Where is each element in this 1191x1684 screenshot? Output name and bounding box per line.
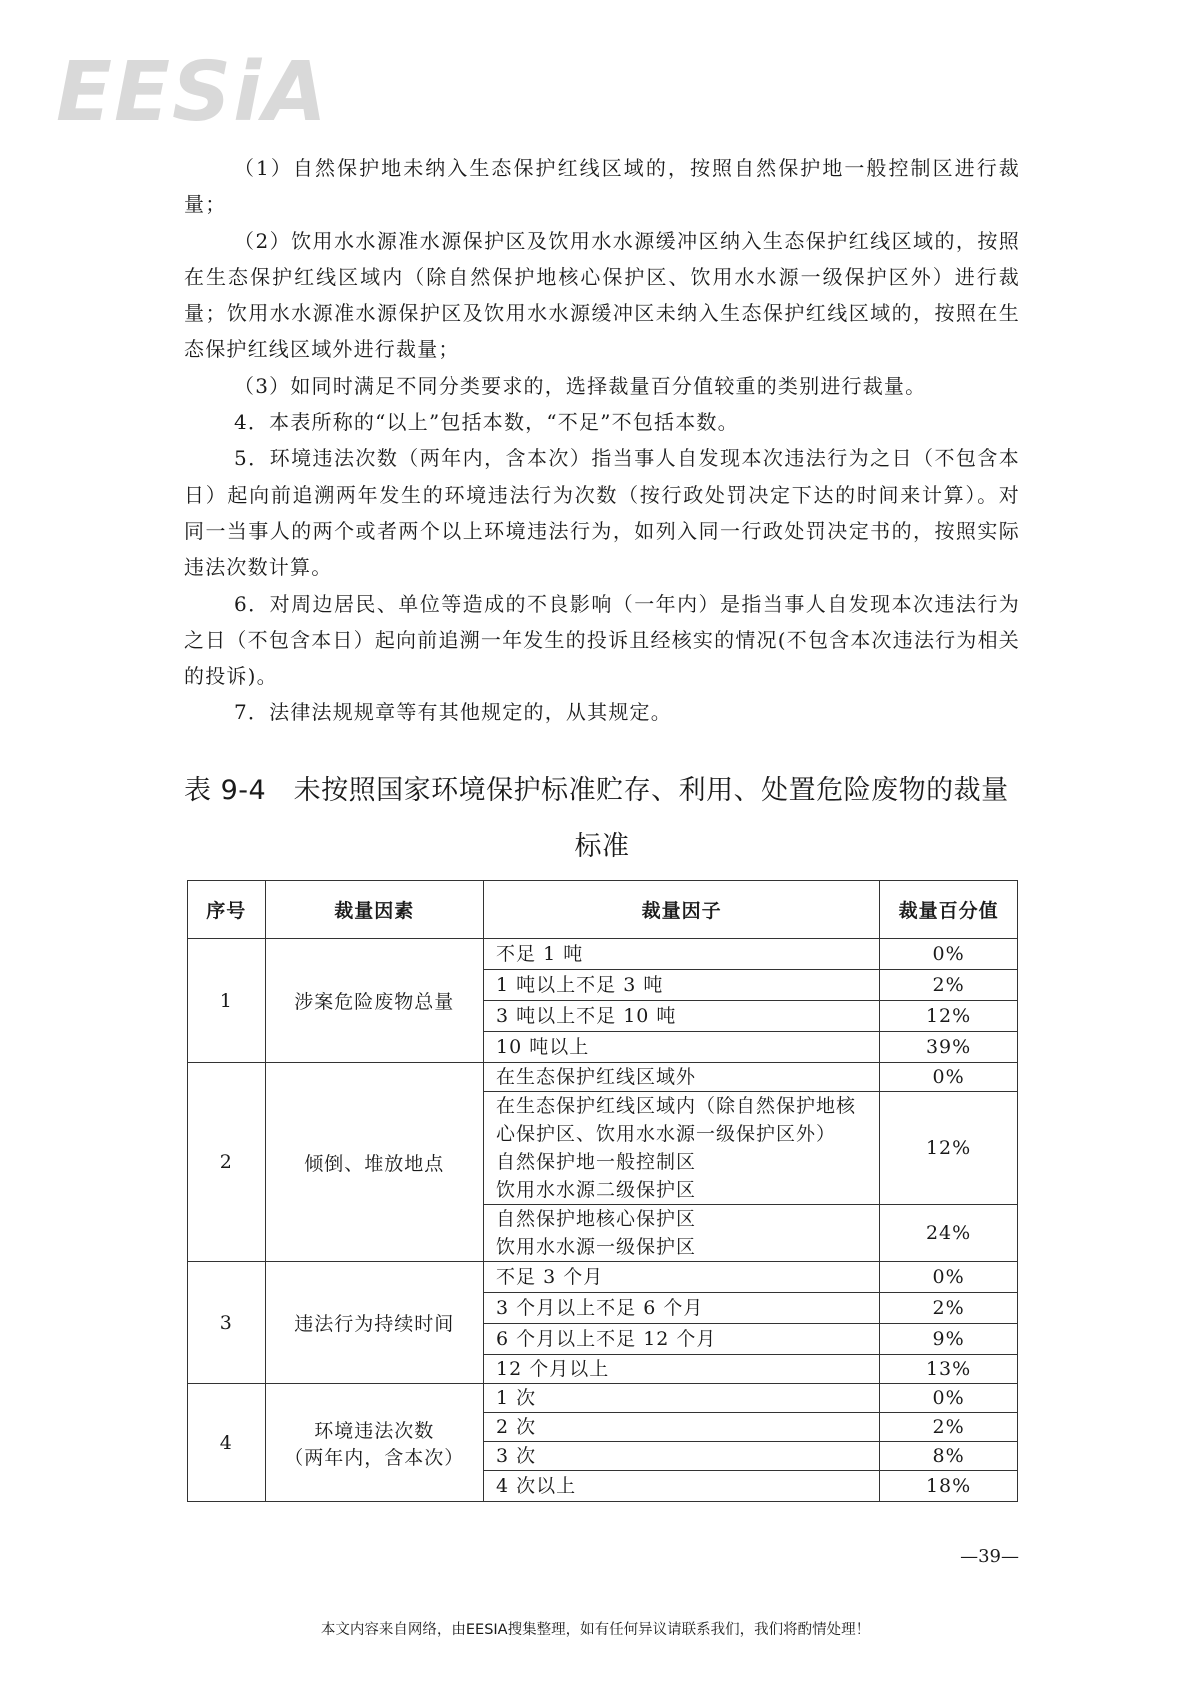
subfactor-line: 3 吨以上不足 10 吨 bbox=[496, 1005, 677, 1027]
percentage-value: 9% bbox=[880, 1324, 1018, 1355]
table-row bbox=[188, 1063, 1018, 1092]
subfactor-line: 10 吨以上 bbox=[496, 1036, 590, 1058]
discretion-subfactor bbox=[484, 1442, 880, 1471]
percentage-value: 2% bbox=[880, 970, 1018, 1001]
percentage-value: 12% bbox=[880, 1092, 1018, 1205]
discretion-factor bbox=[265, 1384, 484, 1502]
subfactor-line: 在生态保护红线区域外 bbox=[496, 1066, 697, 1088]
discretion-subfactor bbox=[484, 1205, 880, 1262]
discretion-subfactor bbox=[484, 1063, 880, 1092]
paragraph: 6．对周边居民、单位等造成的不良影响（一年内）是指当事人自发现本次违法行为之日（不包含本日）起向前追溯一年发生的投诉且经核实的情况(不包含本次违法行为相关的投诉)。 bbox=[184, 591, 1020, 689]
table-row bbox=[188, 939, 1018, 970]
subfactor-line: 不足 3 个月 bbox=[496, 1266, 604, 1288]
subfactor-line: 饮用水水源二级保护区 bbox=[496, 1179, 697, 1201]
factor-label: 环境违法次数 bbox=[314, 1419, 435, 1442]
discretion-subfactor bbox=[484, 1262, 880, 1293]
subfactor-line: 4 次以上 bbox=[496, 1475, 577, 1497]
percentage-value: 8% bbox=[880, 1442, 1018, 1471]
subfactor-line: 自然保护地核心保护区 bbox=[496, 1208, 697, 1230]
discretion-subfactor bbox=[484, 970, 880, 1001]
subfactor-line: 3 个月以上不足 6 个月 bbox=[496, 1297, 704, 1319]
table-title-line1: 表 9-4 未按照国家环境保护标准贮存、利用、处置危险废物的裁量 bbox=[184, 775, 1009, 806]
percentage-value: 24% bbox=[880, 1205, 1018, 1262]
subfactor-line: 心保护区、饮用水水源一级保护区外） bbox=[496, 1123, 837, 1145]
subfactor-line: 12 个月以上 bbox=[496, 1358, 610, 1380]
discretion-factor bbox=[265, 1262, 484, 1384]
factor-label: 倾倒、堆放地点 bbox=[304, 1152, 445, 1175]
paragraph: （2）饮用水水源准水源保护区及饮用水水源缓冲区纳入生态保护红线区域的，按照在生态保护红线区域内（除自然保护地核心保护区、饮用水水源一级保护区外）进行裁量；饮用水水源准水源保护区及饮用水水源缓冲区未纳入生态保护红线区域的，按照在生态保护红线区域外进行裁量； bbox=[184, 228, 1020, 362]
table-title-line2: 标准 bbox=[574, 831, 630, 862]
subfactor-line: 自然保护地一般控制区 bbox=[496, 1151, 697, 1173]
eesia-logo: EESiA bbox=[56, 45, 329, 140]
subfactor-line: 2 次 bbox=[496, 1416, 537, 1438]
discretion-subfactor bbox=[484, 1324, 880, 1355]
subfactor-line: 1 次 bbox=[496, 1387, 537, 1409]
factor-label: 违法行为持续时间 bbox=[294, 1313, 455, 1335]
discretion-subfactor bbox=[484, 1355, 880, 1384]
row-number: 4 bbox=[188, 1384, 266, 1502]
discretion-subfactor bbox=[484, 1092, 880, 1205]
factor-sublabel: （两年内，含本次） bbox=[284, 1446, 465, 1469]
row-number: 3 bbox=[188, 1262, 266, 1384]
header-subfactor: 裁量因子 bbox=[484, 881, 880, 939]
percentage-value: 2% bbox=[880, 1293, 1018, 1324]
paragraph: 7．法律法规规章等有其他规定的，从其规定。 bbox=[234, 700, 672, 725]
paragraph: 5．环境违法次数（两年内，含本次）指当事人自发现本次违法行为之日（不包含本日）起向前追溯两年发生的环境违法行为次数（按行政处罚决定下达的时间来计算）。对同一当事人的两个或者两个以上环境违法行为，如列入同一行政处罚决定书的，按照实际违法次数计算。 bbox=[184, 446, 1020, 580]
factor-label: 涉案危险废物总量 bbox=[294, 991, 455, 1013]
percentage-value: 0% bbox=[880, 1262, 1018, 1293]
discretion-subfactor bbox=[484, 1413, 880, 1442]
header-percentage: 裁量百分值 bbox=[880, 881, 1018, 939]
subfactor-line: 饮用水水源一级保护区 bbox=[496, 1236, 697, 1258]
subfactor-line: 3 次 bbox=[496, 1445, 537, 1467]
subfactor-line: 1 吨以上不足 3 吨 bbox=[496, 974, 664, 996]
discretion-subfactor bbox=[484, 1001, 880, 1032]
header-factor: 裁量因素 bbox=[265, 881, 484, 939]
percentage-value: 2% bbox=[880, 1413, 1018, 1442]
subfactor-line: 不足 1 吨 bbox=[496, 943, 584, 965]
body-text bbox=[184, 150, 1020, 731]
page-number: —39— bbox=[960, 1546, 1019, 1567]
table-header-row bbox=[188, 881, 1018, 939]
discretion-subfactor bbox=[484, 1471, 880, 1502]
header-no: 序号 bbox=[188, 881, 266, 939]
percentage-value: 13% bbox=[880, 1355, 1018, 1384]
percentage-value: 0% bbox=[880, 1063, 1018, 1092]
paragraph: 4．本表所称的“以上”包括本数，“不足”不包括本数。 bbox=[234, 410, 739, 435]
paragraph: （3）如同时满足不同分类要求的，选择裁量百分值较重的类别进行裁量。 bbox=[234, 373, 927, 398]
percentage-value: 18% bbox=[880, 1471, 1018, 1502]
discretion-subfactor bbox=[484, 1384, 880, 1413]
discretion-subfactor bbox=[484, 1032, 880, 1063]
percentage-value: 39% bbox=[880, 1032, 1018, 1063]
percentage-value: 0% bbox=[880, 939, 1018, 970]
row-number: 1 bbox=[188, 939, 266, 1063]
subfactor-line: 在生态保护红线区域内（除自然保护地核 bbox=[496, 1095, 857, 1117]
discretion-factor bbox=[265, 1063, 484, 1262]
table-row bbox=[188, 1262, 1018, 1293]
percentage-value: 12% bbox=[880, 1001, 1018, 1032]
paragraph: （1）自然保护地未纳入生态保护红线区域的，按照自然保护地一般控制区进行裁量； bbox=[184, 156, 1020, 217]
subfactor-line: 6 个月以上不足 12 个月 bbox=[496, 1328, 717, 1350]
row-number: 2 bbox=[188, 1063, 266, 1262]
table-row bbox=[188, 1384, 1018, 1413]
percentage-value: 0% bbox=[880, 1384, 1018, 1413]
discretion-subfactor bbox=[484, 1293, 880, 1324]
discretion-factor bbox=[265, 939, 484, 1063]
discretion-subfactor bbox=[484, 939, 880, 970]
discretion-standard-table bbox=[187, 880, 1018, 1502]
table-title bbox=[184, 763, 1020, 875]
footer-disclaimer: 本文内容来自网络，由EESIA搜集整理，如有任何异议请联系我们，我们将酌情处理！ bbox=[320, 1622, 871, 1638]
